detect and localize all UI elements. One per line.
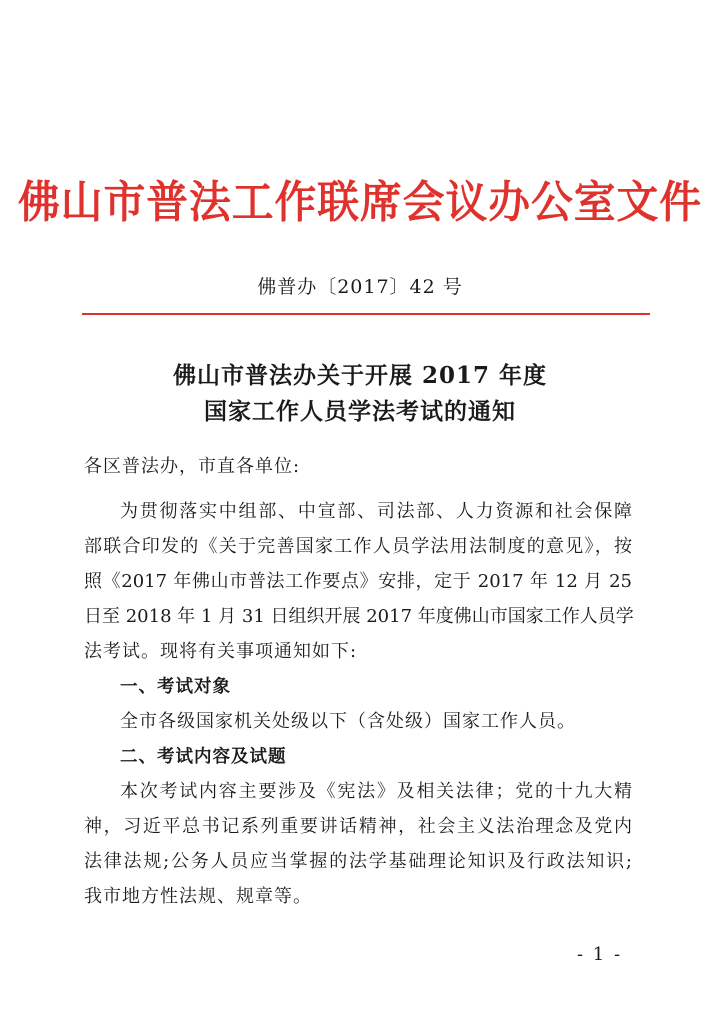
intro-paragraph-line: 日至 2018 年 1 月 31 日组织开展 2017 年度佛山市国家工作人员学 [84,606,634,627]
page-number: - 1 - [577,944,623,965]
notice-title-line-1: 佛山市普法办关于开展 2017 年度 [172,362,548,389]
section-2-text-line: 我市地方性法规、规章等。 [84,886,312,907]
intro-paragraph-line: 部联合印发的《关于完善国家工作人员学法用法制度的意见》，按 [84,536,632,557]
section-2-text-line: 本次考试内容主要涉及《宪法》及相关法律；党的十九大精 [120,781,632,802]
section-2-text-line: 神，习近平总书记系列重要讲话精神，社会主义法治理念及党内 [84,816,632,837]
salutation: 各区普法办，市直各单位: [84,456,301,477]
intro-paragraph-line: 照《2017 年佛山市普法工作要点》安排，定于 2017 年 12 月 25 [84,571,632,592]
document-number: 佛普办〔2017〕42 号 [257,276,463,298]
section-1-heading: 一、考试对象 [120,677,231,697]
section-2-text-line: 法律法规;公务人员应当掌握的法学基础理论知识及行政法知识; [84,851,632,872]
red-divider-line [82,313,650,315]
document-masthead: 佛山市普法工作联席会议办公室文件 [18,177,702,228]
section-2-heading: 二、考试内容及试题 [120,747,287,767]
notice-title-line-2: 国家工作人员学法考试的通知 [204,398,516,425]
intro-paragraph-line: 法考试。现将有关事项通知如下: [84,641,358,662]
intro-paragraph-line: 为贯彻落实中组部、中宣部、司法部、人力资源和社会保障 [120,501,632,522]
section-1-text: 全市各级国家机关处级以下（含处级）国家工作人员。 [120,711,576,732]
